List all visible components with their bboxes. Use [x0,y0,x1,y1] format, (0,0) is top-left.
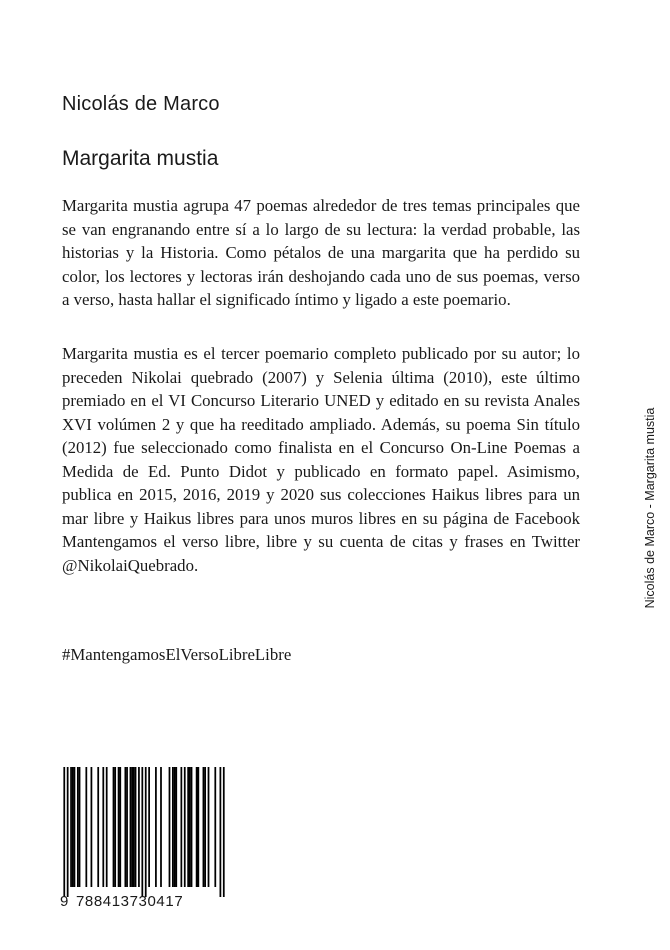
barcode-bar [160,767,162,887]
author-bio-paragraph: Margarita mustia es el tercer poemario completo publicado por su autor; lo preceden Nikolai quebrado (2007) y Selenia última (2010), este último premiado en el VI Concurso Literario UNED y editado en su revista Anales XVI volúmen 2 y que ha reeditado ampliado. Además, su poema Sin título (2012) fue seleccionado como finalista en el Concurso On-Line Poemas a Medida de Ed. Punto Didot y publicado en formato papel. Asimismo, publica en 2015, 2016, 2019 y 2020 sus colecciones Haikus libres para un mar libre y Haikus libres para unos muros libres en su página de Facebook Mantengamos el verso libre, libre y su cuenta de citas y frases en Twitter @NikolaiQuebrado. [62,344,580,575]
barcode-bar [208,767,210,887]
barcode-bars [60,767,228,897]
author-name: Nicolás de Marco [62,93,220,115]
barcode-bar [135,767,137,887]
barcode-bar [223,767,225,897]
barcode-bar [74,767,76,887]
barcode-bar [118,767,120,887]
barcode-bar [204,767,206,887]
barcode-bar [155,767,157,887]
barcode-bar [63,767,65,897]
barcode-bar [145,767,147,897]
barcode-bar [77,767,79,887]
barcode-bar [189,767,191,887]
barcode-bar [124,767,126,887]
barcode-bar [113,767,115,887]
barcode-bar [79,767,81,887]
isbn-remaining-digits: 788413730417 [75,893,184,910]
barcode-bar [203,767,205,887]
book-title: Margarita mustia [62,147,219,170]
barcode-bar [169,767,171,887]
isbn-first-digit: 9 [60,893,69,910]
barcode-bar [187,767,189,887]
barcode-bar [175,767,177,887]
barcode-bar [148,767,150,887]
barcode-bar [196,767,198,887]
barcode-bar [133,767,135,887]
barcode-bar [106,767,108,887]
barcode-bar [97,767,99,887]
barcode-bar [214,767,216,887]
barcode-bar [114,767,116,887]
barcode-bar [119,767,121,887]
barcode-bar [130,767,132,887]
barcode-bar [72,767,74,887]
barcode-bar [138,767,140,887]
barcode-bar [67,767,69,897]
barcode-bar [180,767,182,887]
barcode-bar [131,767,133,887]
barcode-bar [91,767,93,887]
barcode-bar [172,767,174,887]
barcode-bar [174,767,176,887]
synopsis-paragraph: Margarita mustia agrupa 47 poemas alrededor de tres temas principales que se van engranando entre sí a lo largo de su lectura: la verdad probable, las historias y la Historia. Como pétalos de una margarita que ha perdido su color, los lectores y lectoras irán deshojando cada uno de sus poemas, verso a verso, hasta hallar el significado íntimo y ligado a este poemario. [62,196,580,309]
barcode-bar [197,767,199,887]
barcode-bar [126,767,128,887]
barcode-bar [85,767,87,887]
barcode-bar [141,767,143,897]
spine-text: Nicolás de Marco - Margarita mustia [643,407,657,609]
barcode-bar [191,767,193,887]
hashtag: #MantengamosElVersoLibreLibre [62,645,292,664]
barcode-bar [102,767,104,887]
barcode-bar [220,767,222,897]
barcode-bar [70,767,72,887]
barcode-bar [184,767,186,887]
isbn-digits [60,893,232,910]
